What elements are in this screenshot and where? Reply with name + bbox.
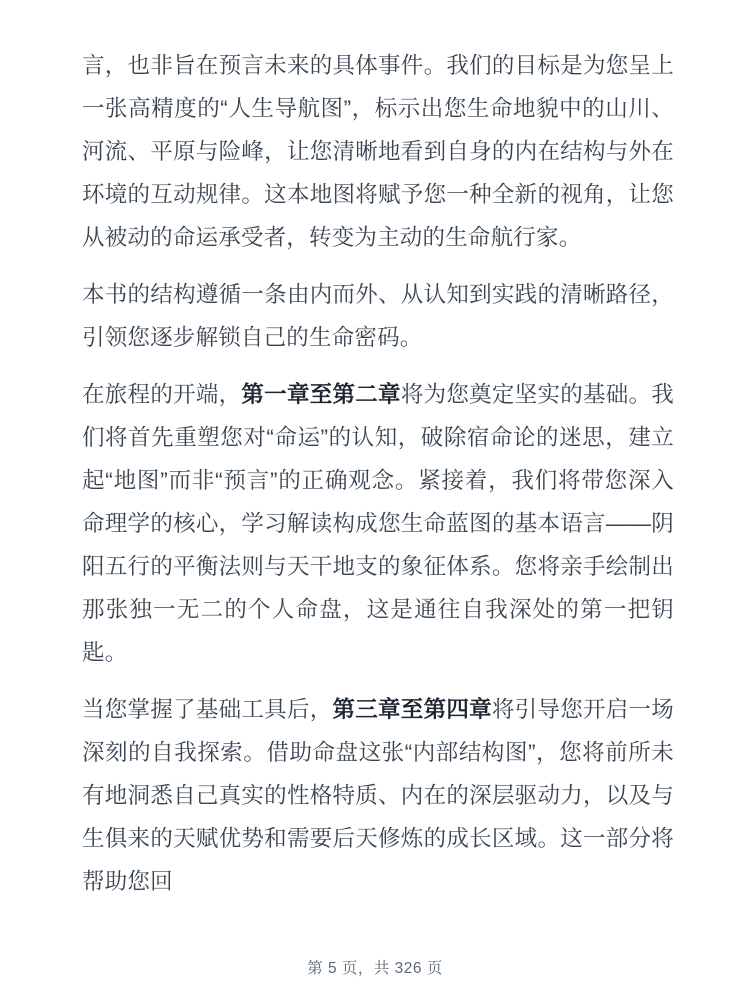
paragraph-4-text-lead: 当您掌握了基础工具后， bbox=[82, 697, 333, 722]
page-body bbox=[82, 44, 674, 903]
paragraph-3 bbox=[82, 373, 674, 674]
paragraph-1-text: 言，也非旨在预言未来的具体事件。我们的目标是为您呈上一张高精度的“人生导航图”，标示出您生命地貌中的山川、河流、平原与险峰，让您清晰地看到自身的内在结构与外在环境的互动规律。这本地图将赋予您一种全新的视角，让您从被动的命运承受者，转变为主动的生命航行家。 bbox=[82, 53, 674, 250]
paragraph-2 bbox=[82, 273, 674, 359]
chapter-reference-three-four: 第三章至第四章 bbox=[332, 697, 492, 722]
page-number-label: 第 5 页，共 326 页 bbox=[307, 960, 443, 977]
chapter-reference-one-two: 第一章至第二章 bbox=[241, 382, 401, 407]
paragraph-4-text-rest: 将引导您开启一场深刻的自我探索。借助命盘这张“内部结构图”，您将前所未有地洞悉自己真实的性格特质、内在的深层驱动力，以及与生俱来的天赋优势和需要后天修炼的成长区域。这一部分将帮助您回 bbox=[82, 697, 674, 894]
paragraph-4 bbox=[82, 688, 674, 903]
paragraph-1 bbox=[82, 44, 674, 259]
page-footer bbox=[0, 956, 750, 978]
paragraph-2-text: 本书的结构遵循一条由内而外、从认知到实践的清晰路径，引领您逐步解锁自己的生命密码。 bbox=[82, 282, 674, 350]
paragraph-3-text-rest: 将为您奠定坚实的基础。我们将首先重塑您对“命运”的认知，破除宿命论的迷思，建立起“地图”而非“预言”的正确观念。紧接着，我们将带您深入命理学的核心，学习解读构成您生命蓝图的基本语言——阴阳五行的平衡法则与天干地支的象征体系。您将亲手绘制出那张独一无二的个人命盘，这是通往自我深处的第一把钥匙。 bbox=[82, 382, 674, 665]
paragraph-3-text-lead: 在旅程的开端， bbox=[82, 382, 242, 407]
